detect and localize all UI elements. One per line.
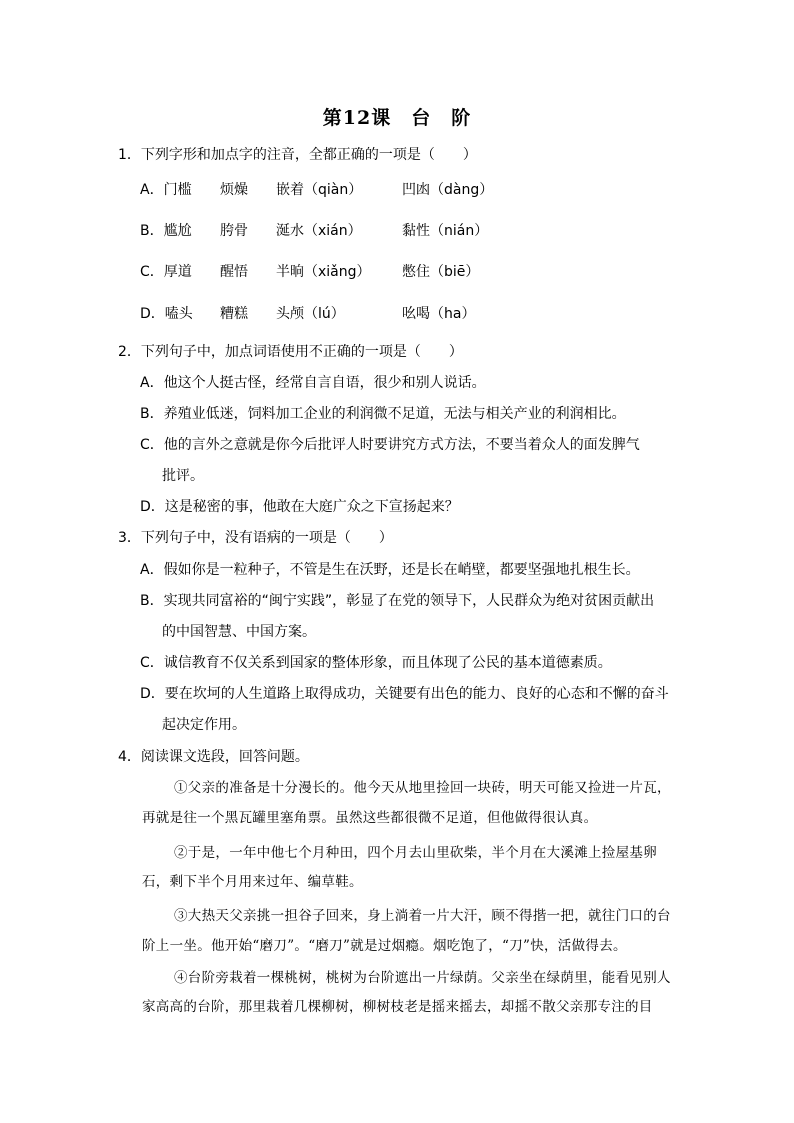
option-d-word-1: D．嗑头 — [140, 306, 193, 322]
question-3-stem: 3．下列句子中，没有语病的一项是（ ） — [118, 530, 393, 546]
question-3-option-c: C．诚信教育不仅关系到国家的整体形象，而且体现了公民的基本道德素质。 — [140, 655, 612, 671]
passage-paragraph-4-line-2: 家高高的台阶，那里栽着几棵柳树，柳树枝老是摇来摇去，却摇不散父亲那专注的目 — [142, 999, 653, 1015]
question-3-option-a: A．假如你是一粒种子，不管是生在沃野，还是长在峭壁，都要坚强地扎根生长。 — [140, 562, 640, 578]
option-b-word-3: 涎水（xián） — [276, 223, 362, 239]
question-2-option-a: A．他这个人挺古怪，经常自言自语，很少和别人说话。 — [140, 375, 486, 391]
passage-paragraph-1-line-2: 再就是往一个黑瓦罐里塞角票。虽然这些都很微不足道，但他做得很认真。 — [142, 810, 598, 826]
option-b-word-2: 胯骨 — [220, 223, 248, 239]
option-c-word-2: 醒悟 — [220, 264, 248, 280]
question-2-option-c-continued: 批评。 — [162, 468, 204, 484]
passage-paragraph-4-line-1: ④台阶旁栽着一棵桃树，桃树为台阶遮出一片绿荫。父亲坐在绿荫里，能看见别人 — [174, 970, 671, 986]
question-3-option-d: D．要在坎坷的人生道路上取得成功，关键要有出色的能力、良好的心态和不懈的奋斗 — [140, 686, 669, 702]
option-a-word-1: A．门槛 — [140, 182, 192, 198]
question-4-stem: 4．阅读课文选段，回答问题。 — [118, 749, 309, 765]
option-c-word-1: C．厚道 — [140, 264, 192, 280]
question-3-option-b: B．实现共同富裕的“闽宁实践”，彰显了在党的领导下，人民群众为绝对贫困贡献出 — [140, 593, 655, 609]
lesson-title: 第12课 台 阶 — [322, 107, 472, 129]
question-3-option-b-continued: 的中国智慧、中国方案。 — [162, 624, 316, 640]
option-d-word-2: 糟糕 — [220, 306, 248, 322]
passage-paragraph-3-line-2: 阶上一坐。他开始“磨刀”。“磨刀”就是过烟瘾。烟吃饱了，“刀”快，活做得去。 — [142, 938, 627, 954]
question-2-option-b: B．养殖业低迷，饲料加工企业的利润微不足道，无法与相关产业的利润相比。 — [140, 406, 626, 422]
option-c-word-4: 憋住（biē） — [402, 264, 480, 280]
passage-paragraph-2-line-1: ②于是，一年中他七个月种田，四个月去山里砍柴，半个月在大溪滩上捡屋基卵 — [174, 845, 657, 861]
question-2-stem: 2．下列句子中，加点词语使用不正确的一项是（ ） — [118, 344, 463, 360]
question-2-option-c: C．他的言外之意就是你今后批评人时要讲究方式方法，不要当着众人的面发脾气 — [140, 437, 640, 453]
option-a-word-3: 嵌着（qiàn） — [276, 182, 363, 198]
passage-paragraph-3-line-1: ③大热天父亲挑一担谷子回来，身上淌着一片大汗，顾不得揩一把，就往门口的台 — [174, 908, 671, 924]
question-1-stem: 1．下列字形和加点字的注音，全都正确的一项是（ ） — [118, 147, 477, 163]
option-d-word-4: 吆喝（ha） — [402, 306, 476, 322]
option-b-word-4: 黏性（nián） — [402, 223, 489, 239]
passage-paragraph-1-line-1: ①父亲的准备是十分漫长的。他今天从地里捡回一块砖，明天可能又捡进一片瓦， — [174, 780, 671, 796]
question-2-option-d: D．这是秘密的事，他敢在大庭广众之下宣扬起来？ — [140, 499, 459, 515]
option-a-word-2: 烦燥 — [220, 182, 248, 198]
option-b-word-1: B．尴尬 — [140, 223, 192, 239]
option-c-word-3: 半晌（xiǎng） — [276, 264, 371, 280]
question-3-option-d-continued: 起决定作用。 — [162, 717, 246, 733]
passage-paragraph-2-line-2: 石，剩下半个月用来过年、编草鞋。 — [142, 874, 363, 890]
option-d-word-3: 头颅（lú） — [276, 306, 345, 322]
option-a-word-4: 凹凼（dàng） — [402, 182, 494, 198]
